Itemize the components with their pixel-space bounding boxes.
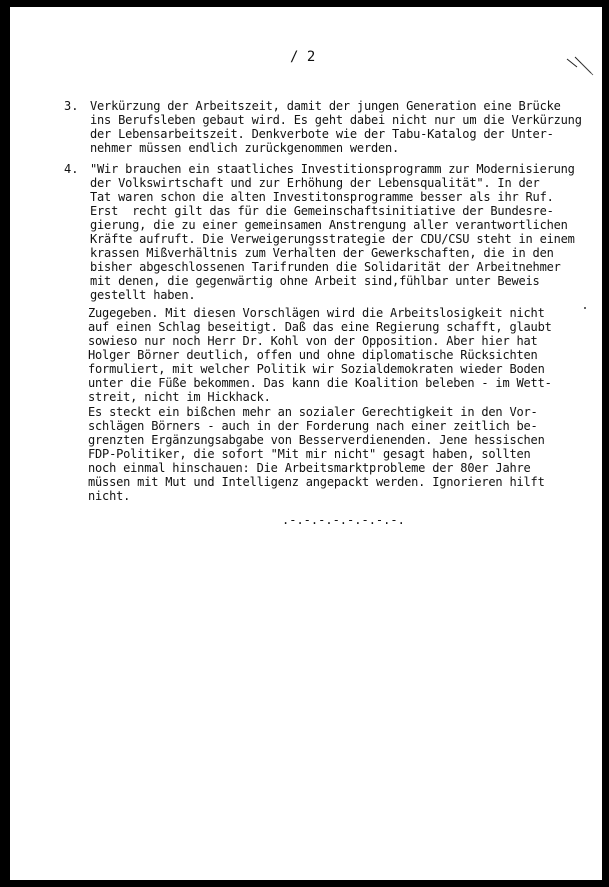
text-line: FDP-Politiker, die sofort "Mit mir nicht" gesagt haben, sollten	[88, 447, 531, 461]
text-line: noch einmal hinschauen: Die Arbeitsmarktprobleme der 80er Jahre	[88, 461, 531, 475]
document-page	[10, 7, 602, 880]
text-line: gierung, die zu einer gemeinsamen Anstrengung aller verantwortlichen	[90, 218, 568, 232]
text-line: "Wir brauchen ein staatliches Investitionsprogramm zur Modernisierung	[90, 162, 575, 176]
text-line: Es steckt ein bißchen mehr an sozialer Gerechtigkeit in den Vor-	[88, 405, 538, 419]
text-line: auf einen Schlag beseitigt. Daß das eine Regierung schafft, glaubt	[88, 320, 552, 334]
list-item-number: 4.	[64, 162, 79, 176]
text-line: grenzten Ergänzungsabgabe von Besserverdienenden. Jene hessischen	[88, 433, 545, 447]
text-line: schlägen Börners - auch in der Forderung nach einer zeitlich be-	[88, 419, 538, 433]
text-line: formuliert, mit welcher Politik wir Sozialdemokraten wieder Boden	[88, 362, 545, 376]
text-line: der Lebensarbeitszeit. Denkverbote wie der Tabu-Katalog der Unter-	[90, 127, 554, 141]
text-line: Erst recht gilt das für die Gemeinschaftsinitiative der Bundesre-	[90, 204, 554, 218]
list-item-number: 3.	[64, 99, 79, 113]
text-line: Zugegeben. Mit diesen Vorschlägen wird die Arbeitslosigkeit nicht	[88, 306, 545, 320]
text-line: müssen mit Mut und Intelligenz angepackt werden. Ignorieren hilft	[88, 475, 545, 489]
text-line: sowieso nur noch Herr Dr. Kohl von der Opposition. Aber hier hat	[88, 334, 538, 348]
text-line: Kräfte aufruft. Die Verweigerungsstrategie der CDU/CSU steht in einem	[90, 232, 575, 246]
text-line: nehmer müssen endlich zurückgenommen werden.	[90, 141, 400, 155]
text-line: streit, nicht im Hickhack.	[88, 390, 271, 404]
list-item-text	[90, 162, 598, 302]
text-line: Tat waren schon die alten Investitonsprogramme besser als ihr Ruf.	[90, 190, 554, 204]
text-line: bisher abgeschlossenen Tarifrunden die Solidarität der Arbeitnehmer	[90, 260, 561, 274]
page-number: / 2	[290, 49, 316, 65]
text-line: nicht.	[88, 489, 131, 503]
text-line: krassen Mißverhältnis zum Verhalten der Gewerkschaften, die in den	[90, 246, 554, 260]
scan-speck	[584, 307, 586, 309]
list-item-text	[90, 99, 598, 155]
text-line: mit denen, die gegenwärtig ohne Arbeit sind,fühlbar unter Beweis	[90, 274, 540, 288]
text-line: gestellt haben.	[90, 288, 196, 302]
text-line: der Volkswirtschaft und zur Erhöhung der Lebensqualität". In der	[90, 176, 540, 190]
text-line: Holger Börner deutlich, offen und ohne diplomatische Rücksichten	[88, 348, 538, 362]
end-separator: .-.-.-.-.-.-.-.-.	[282, 513, 405, 527]
text-line: Verkürzung der Arbeitszeit, damit der jungen Generation eine Brücke	[90, 99, 561, 113]
body-paragraph	[88, 306, 588, 404]
scan-mark	[565, 55, 595, 77]
text-line: unter die Füße bekommen. Das kann die Koalition beleben - im Wett-	[88, 376, 552, 390]
text-line: ins Berufsleben gebaut wird. Es geht dabei nicht nur um die Verkürzung	[90, 113, 582, 127]
body-paragraph	[88, 405, 588, 503]
